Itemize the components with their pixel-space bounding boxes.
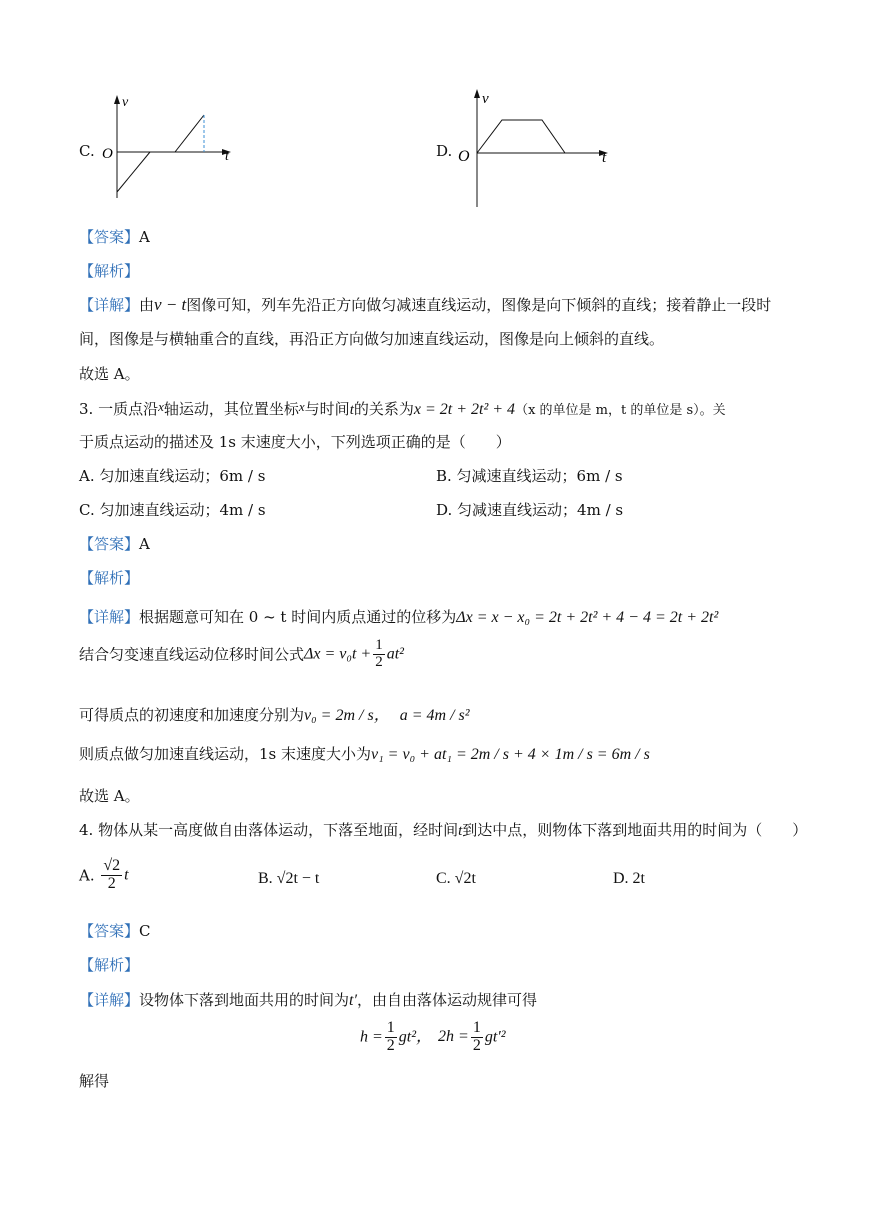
- q4-eq-gt2: gt²，: [398, 1028, 433, 1046]
- q4-answer-value: C: [139, 922, 151, 940]
- q4-eq-frac2: [471, 1020, 483, 1055]
- q3-t-var: t: [349, 402, 354, 418]
- q2-answer-tag: 【答案】: [79, 228, 140, 246]
- q3-line4-math: v₁ = v₀ + at₁ = 2m / s + 4 × 1m / s = 6m / s: [371, 746, 650, 763]
- q3-analysis-tag: 【解析】: [79, 569, 140, 587]
- graph-d-vt: [452, 85, 617, 210]
- q4-detail-text: 设物体下落到地面共用的时间为: [139, 991, 350, 1009]
- q3-line2-frac-num: 1: [375, 637, 383, 653]
- q3-line2-fraction: [373, 638, 385, 671]
- q2-detail-pre: 由: [139, 296, 155, 314]
- q4-eq-h: h =: [360, 1028, 383, 1046]
- graph-d-origin: O: [458, 148, 470, 165]
- q4-option-a-label: A.: [79, 866, 95, 885]
- q4-stem-b: 到达中点，则物体下落到地面共用的时间为（ ）: [462, 821, 808, 839]
- q2-detail-line1: [79, 294, 771, 315]
- q4-detail-tag: 【详解】: [79, 991, 140, 1009]
- q2-detail-line2: 间，图像是与横轴重合的直线，再沿正方向做匀加速直线运动，图像是向上倾斜的直线。: [79, 330, 665, 348]
- q2-detail-text1: 图像可知，列车先沿正方向做匀减速直线运动，图像是向下倾斜的直线；接着静止一段时: [186, 296, 772, 314]
- q3-option-b[interactable]: B. 匀减速直线运动；6m / s: [436, 467, 623, 485]
- q3-detail-line2: [79, 638, 404, 671]
- q3-stem-c: 与时间: [304, 400, 350, 418]
- q4-equation: [360, 1020, 506, 1055]
- q3-line3-math-b: a = 4m / s²: [399, 707, 470, 724]
- graph-c-origin: O: [102, 146, 113, 162]
- q3-line2-math-b: at²: [386, 645, 404, 663]
- q4-eq-frac1-den: 2: [386, 1036, 395, 1054]
- q2-analysis-tag: 【解析】: [79, 262, 140, 280]
- q3-stem-b: 轴运动，其位置坐标: [163, 400, 299, 418]
- q4-t-var: t: [458, 823, 463, 839]
- q3-option-a[interactable]: A. 匀加速直线运动；6m / s: [79, 467, 266, 485]
- q2-answer: [79, 226, 150, 247]
- q4-eq-frac2-num: 1: [472, 1019, 481, 1036]
- graph-c-vt: [95, 90, 245, 200]
- option-c-label: C.: [79, 142, 95, 160]
- q4-stem-a: 4. 物体从某一高度做自由落体运动，下落至地面，经时间: [79, 821, 459, 839]
- q4-option-a-fraction: [101, 858, 122, 893]
- q3-stem-e: （x 的单位是 m，t 的单位是 s）。关: [515, 403, 726, 418]
- graph-c-accel-line: [175, 115, 204, 152]
- q3-stem-line1: [79, 398, 726, 419]
- q3-stem-a: 3. 一质点沿: [79, 400, 159, 418]
- q3-line2-text: 结合匀变速直线运动位移时间公式: [79, 645, 305, 664]
- q4-option-c[interactable]: C. √2t: [436, 870, 476, 887]
- q4-option-a[interactable]: [79, 858, 129, 893]
- graph-d-v-arrow: [474, 89, 480, 98]
- graph-d-trapezoid: [477, 120, 565, 153]
- q3-stem-d: 的关系为: [353, 400, 414, 418]
- q3-answer-tag: 【答案】: [79, 535, 140, 553]
- q3-detail-line3: [79, 702, 470, 725]
- q3-detail-text1: 根据题意可知在 0 ~ t 时间内质点通过的位移为: [139, 608, 457, 626]
- graph-d-t-label: t: [602, 150, 607, 166]
- graph-c-v-label: v: [122, 95, 129, 110]
- q3-option-d[interactable]: D. 匀减速直线运动；4m / s: [436, 501, 624, 519]
- q4-eq-frac2-den: 2: [472, 1036, 481, 1054]
- q4-solve: 解得: [79, 1072, 110, 1090]
- q3-x-var: x: [158, 399, 164, 414]
- q3-detail-line4: [79, 743, 650, 764]
- q2-answer-value: A: [139, 228, 150, 246]
- q2-detail-tag: 【详解】: [79, 296, 140, 314]
- q3-line2-math-a: Δx = v₀t +: [304, 645, 372, 663]
- q4-answer-tag: 【答案】: [79, 922, 140, 940]
- q3-x-var-2: x: [298, 399, 305, 414]
- q4-eq-frac1: [385, 1020, 397, 1055]
- q3-stem-line2: 于质点运动的描述及 1s 末速度大小，下列选项正确的是（ ）: [79, 433, 511, 451]
- q4-detail-line1: [79, 989, 537, 1010]
- q4-option-a-num: √2: [103, 857, 121, 874]
- q3-formula: x = 2t + 2t² + 4: [413, 401, 516, 418]
- graph-c-t-label: t: [225, 149, 229, 164]
- q3-option-c[interactable]: C. 匀加速直线运动；4m / s: [79, 501, 266, 519]
- q4-stem: [79, 819, 807, 840]
- q3-detail-math1: Δx = x − x₀ = 2t + 2t² + 4 − 4 = 2t + 2t²: [456, 609, 719, 626]
- q4-option-a-den: 2: [107, 874, 116, 892]
- q4-option-a-t: t: [124, 866, 129, 884]
- graph-c-decel-line: [117, 152, 150, 192]
- q4-analysis-tag: 【解析】: [79, 956, 140, 974]
- graph-d-v-label: v: [482, 91, 489, 107]
- q3-detail-tag: 【详解】: [79, 608, 140, 626]
- q2-detail-vt: v − t: [154, 295, 187, 314]
- q4-eq-frac1-num: 1: [386, 1019, 395, 1036]
- q3-line2-frac-den: 2: [375, 653, 383, 670]
- q4-option-b[interactable]: B. √2t − t: [258, 870, 320, 887]
- option-d-label: D.: [436, 142, 453, 160]
- q3-answer-value: A: [139, 535, 150, 553]
- q4-option-d[interactable]: D. 2t: [613, 870, 645, 887]
- q3-answer: [79, 533, 150, 554]
- q3-detail-line1: [79, 606, 718, 627]
- q4-eq-gt2p: gt′²: [484, 1028, 506, 1046]
- q4-detail-tprime: t′: [349, 992, 357, 1009]
- q3-conclusion: 故选 A。: [79, 787, 140, 805]
- q3-line3-text: 可得质点的初速度和加速度分别为: [79, 706, 305, 724]
- q3-line3-math-a: v₀ = 2m / s，: [304, 707, 390, 724]
- q4-eq-2h: 2h =: [438, 1028, 469, 1046]
- q4-answer: [79, 920, 151, 941]
- q3-line4-text: 则质点做匀加速直线运动，1s 末速度大小为: [79, 745, 372, 763]
- q2-conclusion: 故选 A。: [79, 365, 140, 383]
- q4-detail-text2: ，由自由落体运动规律可得: [356, 991, 537, 1009]
- graph-c-v-arrow: [114, 95, 120, 104]
